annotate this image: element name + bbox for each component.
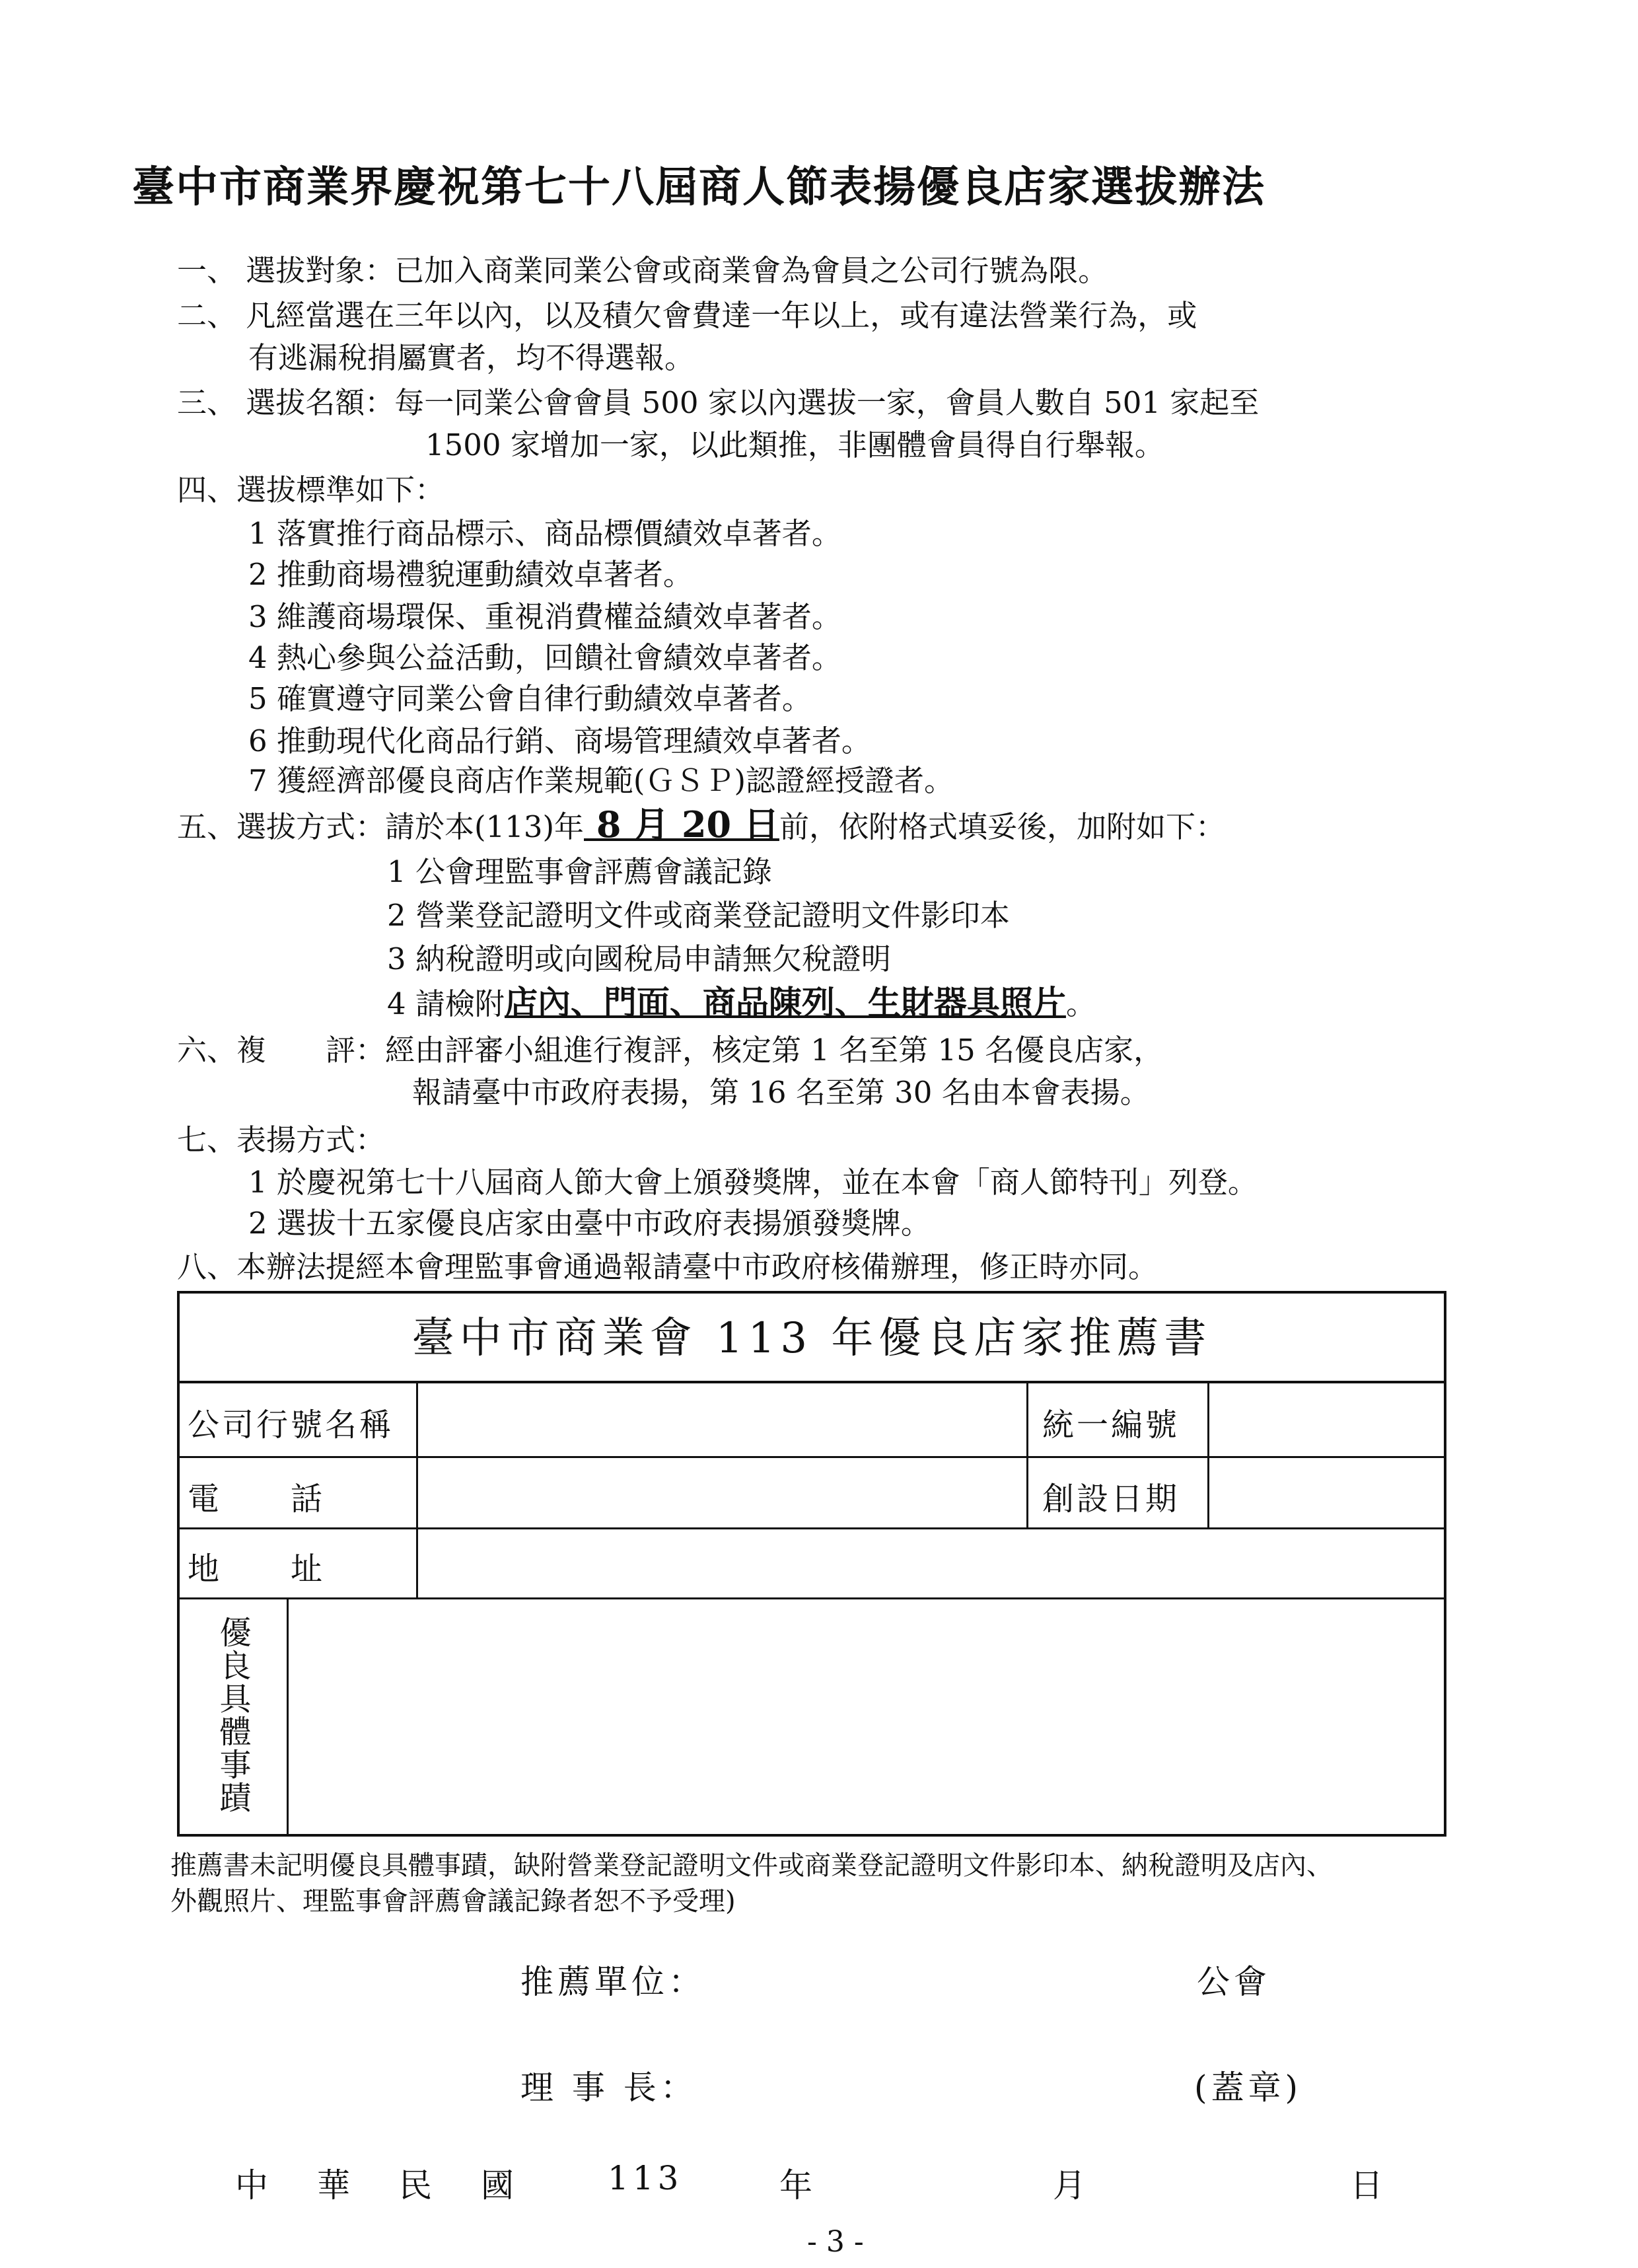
form-title: 臺中市商業會 113 年優良店家推薦書: [180, 1294, 1444, 1383]
criteria-3: 3 維護商場環保、重視消費權益績效卓著者。: [248, 599, 841, 634]
rule-4: 四、選拔標準如下：: [177, 472, 445, 507]
criteria-5: 5 確實遵守同業公會自律行動績效卓著者。: [248, 681, 812, 716]
founded-date-label: 創設日期: [1042, 1481, 1180, 1518]
rule-1: 一、 選拔對象：已加入商業同業公會或商業會為會員之公司行號為限。: [177, 253, 1108, 288]
row-divider-3: [180, 1597, 1444, 1599]
criteria-2: 2 推動商場禮貌運動績效卓著者。: [248, 557, 693, 592]
attachment-2: 2 營業登記證明文件或商業登記證明文件影印本: [387, 898, 1010, 933]
month-label: 月: [1053, 2166, 1090, 2205]
deeds-label: 優良具體事蹟: [214, 1616, 251, 1814]
col-divider-deeds: [287, 1597, 289, 1837]
rule-5-prefix: 五、選拔方式：請於本(113)年: [177, 809, 585, 844]
praise-1: 1 於慶祝第七十八屆商人節大會上頒發獎牌，並在本會「商人節特刊」列登。: [248, 1165, 1258, 1200]
form-note-line-2: 外觀照片、理監事會評薦會議記錄者恕不予受理): [170, 1886, 736, 1917]
col-divider-mid: [1026, 1382, 1028, 1529]
rule-8: 八、本辦法提經本會理監事會通過報請臺中市政府核備辦理，修正時亦同。: [177, 1249, 1158, 1284]
attachment-4-emphasis: 店內、門面、商品陳列、生財器具照片: [504, 983, 1066, 1022]
col-divider-right: [1207, 1382, 1209, 1529]
attachment-3: 3 納稅證明或向國稅局申請無欠稅證明: [387, 941, 891, 976]
rule-5: [177, 805, 1225, 847]
rule-6-cont: 報請臺中市政府表揚，第 16 名至第 30 名由本會表揚。: [412, 1075, 1150, 1110]
rule-2-cont: 有逃漏稅捐屬實者，均不得選報。: [248, 340, 695, 375]
chairman-label: 理 事 長：: [520, 2068, 697, 2107]
recommendation-form: [177, 1291, 1446, 1837]
rule-2: 二、 凡經當選在三年以內，以及積欠會費達一年以上，或有違法營業行為，或: [177, 298, 1197, 333]
year-label: 年: [779, 2166, 816, 2205]
row-divider-2: [180, 1527, 1444, 1529]
day-label: 日: [1350, 2166, 1387, 2205]
rule-7: 七、表揚方式：: [177, 1122, 386, 1157]
phone-label: 電 話: [188, 1481, 326, 1518]
praise-2: 2 選拔十五家優良店家由臺中市政府表揚頒發獎牌。: [248, 1206, 931, 1241]
rule-5-suffix: 前，依附格式填妥後，加附如下：: [779, 809, 1225, 844]
criteria-1: 1 落實推行商品標示、商品標價績效卓著者。: [248, 516, 841, 551]
rule-3: 三、 選拔名額：每一同業公會會員 500 家以內選拔一家，會員人數自 501 家起至: [177, 385, 1260, 420]
address-label: 地 址: [188, 1551, 326, 1588]
criteria-7: 7 獲經濟部優良商店作業規範(ＧＳＰ)認證經授證者。: [248, 763, 954, 798]
row-divider-1: [180, 1456, 1444, 1458]
page-number: - 3 -: [807, 2225, 864, 2259]
criteria-4: 4 熱心參與公益活動，回饋社會績效卓著者。: [248, 640, 841, 675]
seal-label: (蓋章): [1194, 2068, 1302, 2107]
attachment-4-prefix: 4 請檢附: [387, 986, 505, 1021]
rule-6: 六、複 評：經由評審小組進行複評，核定第 1 名至第 15 名優良店家，: [177, 1033, 1164, 1068]
form-note-line-1: 推薦書未記明優良具體事蹟，缺附營業登記證明文件或商業登記證明文件影印本、納稅證明及店內、: [170, 1850, 1333, 1881]
deadline-date: 8 月 20 日: [584, 803, 779, 846]
attachment-4-suffix: 。: [1065, 986, 1096, 1021]
attachment-4: [387, 983, 1096, 1024]
roc-label: 中 華 民 國: [235, 2166, 522, 2205]
document-title: 臺中市商業界慶祝第七十八屆商人節表揚優良店家選拔辦法: [132, 163, 1265, 212]
recommending-unit-label: 推薦單位：: [520, 1963, 705, 2001]
attachment-1: 1 公會理監事會評薦會議記錄: [387, 854, 772, 889]
col-divider-label: [416, 1382, 418, 1599]
rule-3-cont: 1500 家增加一家，以此類推，非團體會員得自行舉報。: [425, 427, 1164, 462]
recommending-unit-suffix: 公會: [1197, 1963, 1271, 2001]
criteria-6: 6 推動現代化商品行銷、商場管理績效卓著者。: [248, 723, 871, 758]
year-value: 113: [608, 2159, 683, 2197]
company-name-label: 公司行號名稱: [188, 1407, 394, 1444]
tax-id-label: 統一編號: [1042, 1407, 1180, 1444]
